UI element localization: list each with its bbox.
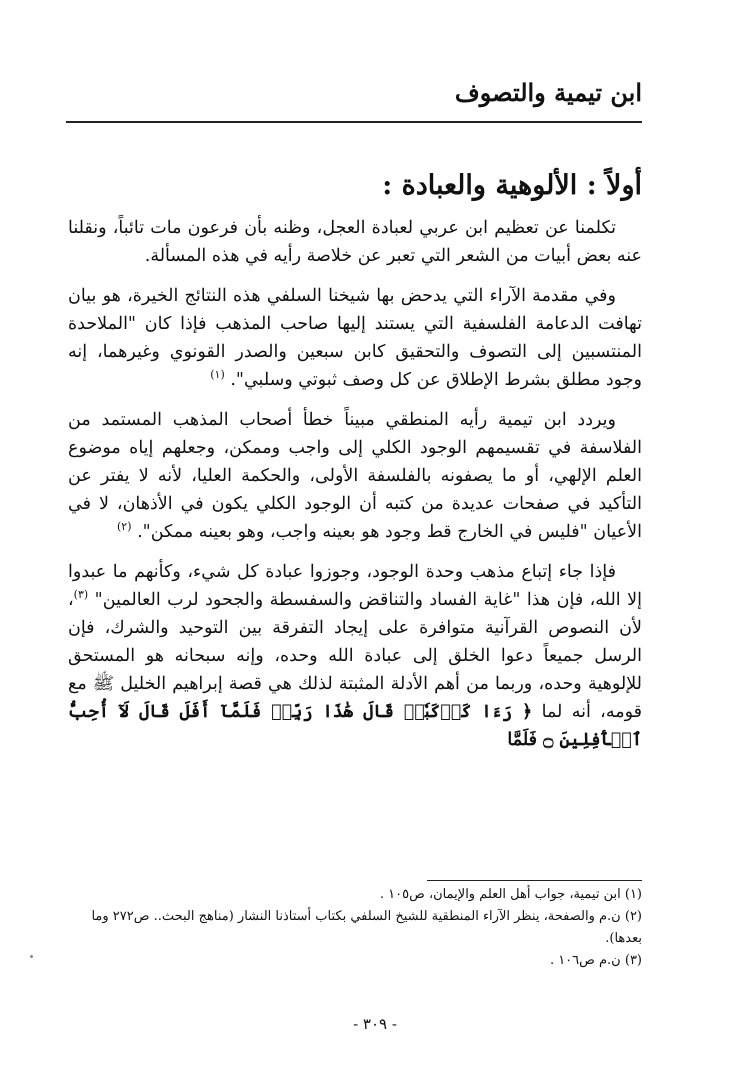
paragraph: تكلمنا عن تعظيم ابن عربي لعبادة العجل، وظنه بأن فرعون مات تائباً، ونقلنا عنه بعض أبيات من الشعر التي تعبر عن خلاصة رأيه في هذه المسألة. <box>68 218 642 266</box>
section-title: أولاً : الألوهية والعبادة : <box>382 170 642 201</box>
paragraph: وفي مقدمة الآراء التي يدحض بها شيخنا السلفي هذه النتائج الخيرة، هو بيان تهافت الدعامة الفلسفية التي يستند إليها صاحب المذهب فإذا كان "الملاحدة المنتسبين إلى التصوف والتحقيق كابن سبعين والصدر القونوي وغيرهما، إنه وجود مطلق بشرط الإطلاق عن كل وصف ثبوتي وسلبي". $^{(١)}$ <box>68 286 642 390</box>
footnote-ref: (٢) <box>117 520 132 534</box>
footnote: (١) ابن تيمية، جواب أهل العلم والإيمان، ص١٠٥ . <box>379 887 642 902</box>
running-title: ابن تيمية والتصوف <box>454 78 642 107</box>
footnote-ref: (١) <box>210 368 225 382</box>
footnote: (٣) ن.م ص١٠٦ . <box>549 953 642 968</box>
footnote-ref: (٣) <box>73 588 89 602</box>
scan-speck <box>30 955 33 958</box>
footnote-rule <box>427 880 642 881</box>
paragraph: ويردد ابن تيمية رأيه المنطقي مبيناً خطأ أصحاب المذهب المستمد من الفلاسفة في تقسيمهم الوجود الكلي إلى واجب وممكن، وجعلهم إياه موضوع العلم الإلهي، أو ما يصفونه بالفلسفة الأولى، والحكمة العليا، لأنه لا يفتر عن التأكيد في صفحات عديدة من كتبه أن الوجود الكلي يكون في الأذهان، لا في الأعيان "فليس في الخارج قط وجود هو بعينه واجب، وهو بعينه ممكن". $^{(٢)}$ <box>68 410 642 542</box>
header-rule <box>66 121 642 123</box>
paragraph: فإذا جاء إتباع مذهب وحدة الوجود، وجوزوا عبادة كل شيء، وكأنهم ما عبدوا إلا الله، فإن هذا "غاية الفساد والتناقض والسفسطة والجحود لرب العالمين" $^{(٣)}$، لأن النصوص القرآنية متوافرة على إيجاد التفرقة بين التوحيد والشرك، فإن الرسل جميعاً دعوا الخلق إلى عبادة الله وحده، وإنه سبحانه هو المستحق للإلوهية وحده، وربما من أهم الأدلة المثبتة لذلك هي قصة إبراهيم الخليل ﷺ مع قومه، أنه لما ﴿ رَءَا كَوۡكَبٗاۖ قَالَ هَٰذَا رَبِّيۖ فَلَمَّآ أَفَلَ قَالَ لَآ أُحِبُّ ٱلۡأٓفِلِينَ ۝ فَلَمَّا <box>68 562 642 750</box>
quran-verse: ﴿ رَءَا كَوۡكَبٗاۖ قَالَ هَٰذَا رَبِّيۖ فَلَمَّآ أَفَلَ قَالَ لَآ أُحِبُّ ٱلۡأٓفِلِينَ ۝ فَلَمَّا <box>68 702 642 750</box>
page-number: - ٣٠٩ - <box>353 1015 397 1033</box>
footnote: (٢) ن.م والصفحة، ينظر الآراء المنطقية للشيخ السلفي بكتاب أستاذنا النشار (مناهج البحث.. ص٢٧٢ وما بعدها). <box>91 909 642 946</box>
footnotes <box>68 884 642 972</box>
body-text <box>68 214 642 766</box>
